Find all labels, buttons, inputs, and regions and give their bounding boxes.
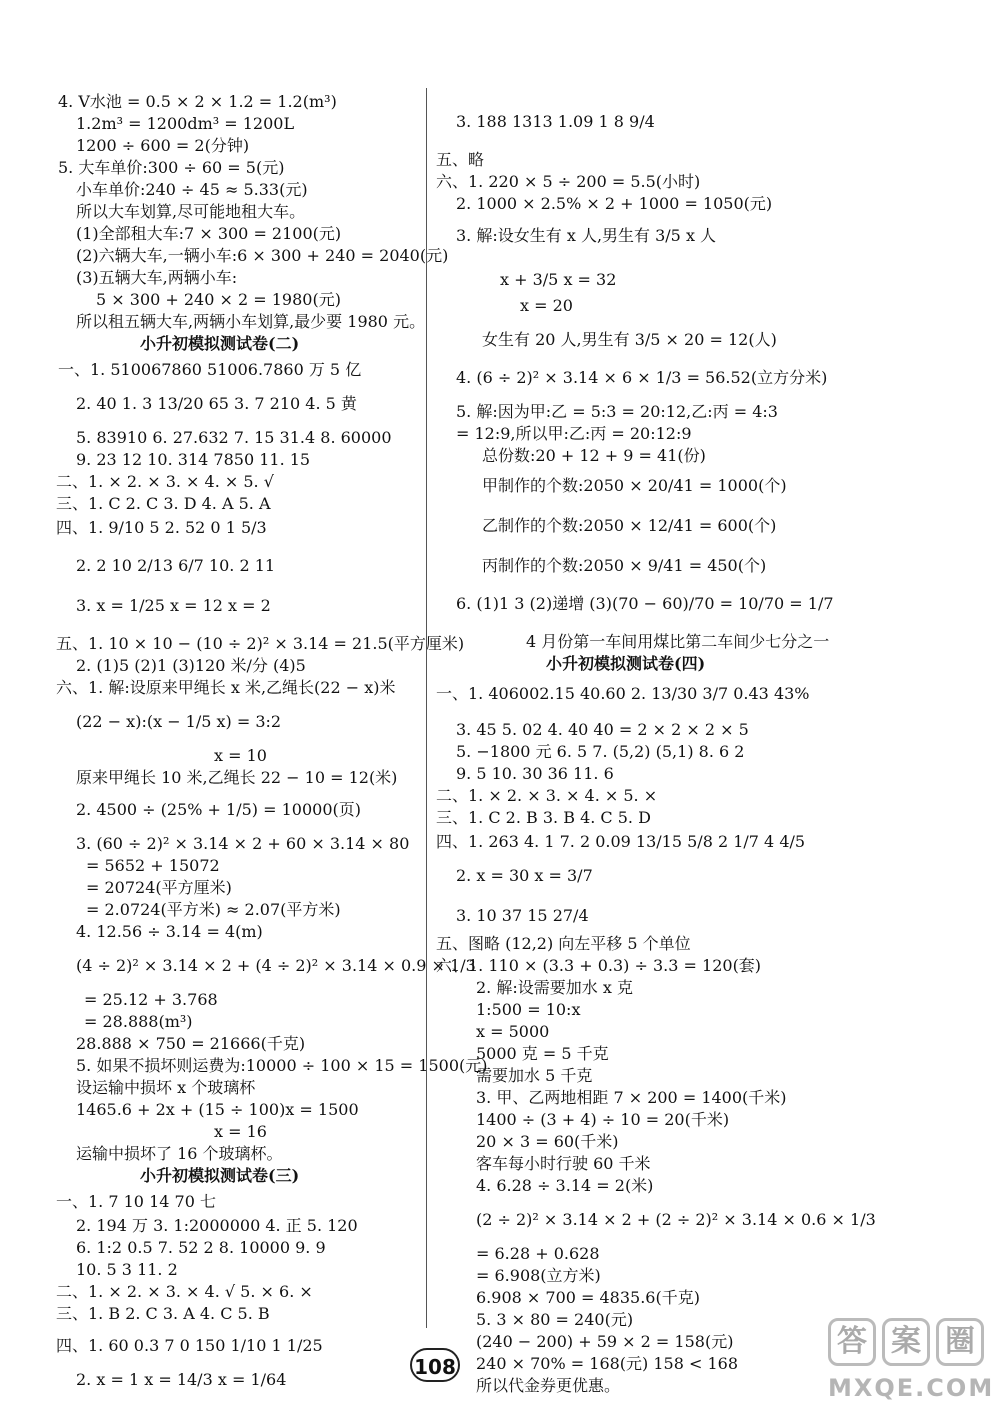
answer-line: 所以租五辆大车,两辆小车划算,最少要 1980 元。 bbox=[76, 312, 426, 331]
answer-line: 客车每小时行驶 60 千米 bbox=[476, 1154, 651, 1173]
answer-line: 四、1. 9/10 5 2. 52 0 1 5/3 bbox=[56, 518, 267, 537]
answer-line: 1200 ÷ 600 = 2(分钟) bbox=[76, 136, 250, 155]
answer-line: 四、1. 60 0.3 7 0 150 1/10 1 1/25 bbox=[56, 1336, 323, 1355]
answer-line: 六、1. 220 × 5 ÷ 200 = 5.5(小时) bbox=[436, 172, 701, 191]
answer-line: = 5652 + 15072 bbox=[86, 856, 220, 875]
answer-line: 2. 1000 × 2.5% × 2 + 1000 = 1050(元) bbox=[456, 194, 773, 213]
answer-line: 乙制作的个数:2050 × 12/41 = 600(个) bbox=[482, 516, 777, 535]
answer-line: 2. 40 1. 3 13/20 65 3. 7 210 4. 5 黄 bbox=[76, 394, 357, 413]
answer-line: = 25.12 + 3.768 bbox=[84, 990, 218, 1009]
answer-line: 6. 1:2 0.5 7. 52 2 8. 10000 9. 9 bbox=[76, 1238, 326, 1257]
answer-line: = 20724(平方厘米) bbox=[86, 878, 232, 897]
answer-line: 丙制作的个数:2050 × 9/41 = 450(个) bbox=[482, 556, 767, 575]
answer-line: 五、略 bbox=[436, 150, 485, 169]
answer-line: 4. 6.28 ÷ 3.14 = 2(米) bbox=[476, 1176, 654, 1195]
answer-line: 运输中损坏了 16 个玻璃杯。 bbox=[76, 1144, 283, 1163]
answer-line: 3. 45 5. 02 4. 40 40 = 2 × 2 × 2 × 5 bbox=[456, 720, 749, 739]
answer-line: = 2.0724(平方米) ≈ 2.07(平方米) bbox=[86, 900, 341, 919]
answer-line: 3. 解:设女生有 x 人,男生有 3/5 x 人 bbox=[456, 226, 717, 245]
answer-line: 六、1. 110 × (3.3 + 0.3) ÷ 3.3 = 120(套) bbox=[436, 956, 762, 975]
answer-line: x = 16 bbox=[214, 1122, 267, 1141]
answer-line: 9. 5 10. 30 36 11. 6 bbox=[456, 764, 614, 783]
answer-line: 4 月份第一车间用煤比第二车间少七分之一 bbox=[526, 632, 830, 651]
answer-line: 一、1. 406002.15 40.60 2. 13/30 3/7 0.43 43% bbox=[436, 684, 810, 703]
answer-line: 3. 188 1313 1.09 1 8 9/4 bbox=[456, 112, 655, 131]
answer-line: = 12:9,所以甲:乙:丙 = 20:12:9 bbox=[456, 424, 692, 443]
answer-line: 甲制作的个数:2050 × 20/41 = 1000(个) bbox=[482, 476, 787, 495]
answer-line: (2 ÷ 2)² × 3.14 × 2 + (2 ÷ 2)² × 3.14 × 0.6 × 1/3 bbox=[476, 1210, 876, 1229]
answer-line: x = 5000 bbox=[476, 1022, 550, 1041]
answer-line: 五、图略 (12,2) 向左平移 5 个单位 bbox=[436, 934, 691, 953]
answer-line: 三、1. C 2. C 3. D 4. A 5. A bbox=[56, 494, 271, 513]
answer-line: 2. 4500 ÷ (25% + 1/5) = 10000(页) bbox=[76, 800, 361, 819]
answer-line: (4 ÷ 2)² × 3.14 × 2 + (4 ÷ 2)² × 3.14 × 0.9 × 1/3 bbox=[76, 956, 476, 975]
answer-line: 1465.6 + 2x + (15 ÷ 100)x = 1500 bbox=[76, 1100, 359, 1119]
answer-line: 1400 ÷ (3 + 4) ÷ 10 = 20(千米) bbox=[476, 1110, 730, 1129]
answer-line: 5. 83910 6. 27.632 7. 15 31.4 8. 60000 bbox=[76, 428, 392, 447]
answer-line: 9. 23 12 10. 314 7850 11. 15 bbox=[76, 450, 311, 469]
answer-line: 原来甲绳长 10 米,乙绳长 22 − 10 = 12(米) bbox=[76, 768, 398, 787]
answer-line: 总份数:20 + 12 + 9 = 41(份) bbox=[482, 446, 706, 465]
answer-line: = 6.908(立方米) bbox=[476, 1266, 601, 1285]
answer-line: 1.2m³ = 1200dm³ = 1200L bbox=[76, 114, 295, 133]
answer-line: 需要加水 5 千克 bbox=[476, 1066, 593, 1085]
answer-line: (3)五辆大车,两辆小车: bbox=[76, 268, 238, 287]
answer-line: 三、1. C 2. B 3. B 4. C 5. D bbox=[436, 808, 651, 827]
answer-line: (22 − x):(x − 1/5 x) = 3:2 bbox=[76, 712, 282, 731]
column-divider bbox=[426, 88, 427, 1328]
answer-line: 小车单价:240 ÷ 45 ≈ 5.33(元) bbox=[76, 180, 308, 199]
answer-line: 五、1. 10 × 10 − (10 ÷ 2)² × 3.14 = 21.5(平方厘米) bbox=[56, 634, 465, 653]
section-heading: 小升初模拟测试卷(三) bbox=[140, 1166, 300, 1185]
watermark-char: 圈 bbox=[936, 1318, 984, 1366]
answer-line: 5. 如果不损坏则运费为:10000 ÷ 100 × 15 = 1500(元) bbox=[76, 1056, 488, 1075]
answer-line: x = 20 bbox=[520, 296, 573, 315]
answer-line: 2. (1)5 (2)1 (3)120 米/分 (4)5 bbox=[76, 656, 306, 675]
answer-line: 28.888 × 750 = 21666(千克) bbox=[76, 1034, 306, 1053]
answer-line: 3. 甲、乙两地相距 7 × 200 = 1400(千米) bbox=[476, 1088, 787, 1107]
answer-line: 所以代金券更优惠。 bbox=[476, 1376, 621, 1395]
answer-line: (1)全部租大车:7 × 300 = 2100(元) bbox=[76, 224, 342, 243]
answer-line: 2. x = 1 x = 14/3 x = 1/64 bbox=[76, 1370, 287, 1389]
answer-line: 5 × 300 + 240 × 2 = 1980(元) bbox=[96, 290, 341, 309]
answer-line: 4. (6 ÷ 2)² × 3.14 × 6 × 1/3 = 56.52(立方分米) bbox=[456, 368, 828, 387]
answer-line: 3. x = 1/25 x = 12 x = 2 bbox=[76, 596, 271, 615]
answer-line: 二、1. × 2. × 3. × 4. × 5. √ bbox=[56, 472, 274, 491]
watermark-url: MXQE.COM bbox=[828, 1374, 995, 1402]
answer-line: 6.908 × 700 = 4835.6(千克) bbox=[476, 1288, 700, 1307]
watermark-char: 案 bbox=[882, 1318, 930, 1366]
answer-line: x + 3/5 x = 32 bbox=[500, 270, 617, 289]
answer-line: 5. 3 × 80 = 240(元) bbox=[476, 1310, 634, 1329]
answer-line: = 28.888(m³) bbox=[84, 1012, 193, 1031]
answer-line: 六、1. 解:设原来甲绳长 x 米,乙绳长(22 − x)米 bbox=[56, 678, 396, 697]
answer-line: 5. 大车单价:300 ÷ 60 = 5(元) bbox=[58, 158, 285, 177]
answer-line: 2. 解:设需要加水 x 克 bbox=[476, 978, 633, 997]
answer-line: 二、1. × 2. × 3. × 4. × 5. × bbox=[436, 786, 658, 805]
answer-line: (240 − 200) + 59 × 2 = 158(元) bbox=[476, 1332, 734, 1351]
watermark-char: 答 bbox=[828, 1318, 876, 1366]
answer-line: 所以大车划算,尽可能地租大车。 bbox=[76, 202, 306, 221]
answer-line: 2. x = 30 x = 3/7 bbox=[456, 866, 593, 885]
answer-line: 10. 5 3 11. 2 bbox=[76, 1260, 178, 1279]
answer-line: 一、1. 510067860 51006.7860 万 5 亿 bbox=[58, 360, 362, 379]
answer-line: 四、1. 263 4. 1 7. 2 0.09 13/15 5/8 2 1/7 4 4/5 bbox=[436, 832, 806, 851]
answer-line: 4. 12.56 ÷ 3.14 = 4(m) bbox=[76, 922, 263, 941]
answer-line: 5. 解:因为甲:乙 = 5:3 = 20:12,乙:丙 = 4:3 bbox=[456, 402, 778, 421]
answer-line: 20 × 3 = 60(千米) bbox=[476, 1132, 619, 1151]
answer-line: x = 10 bbox=[214, 746, 267, 765]
answer-line: 3. (60 ÷ 2)² × 3.14 × 2 + 60 × 3.14 × 80 bbox=[76, 834, 410, 853]
answer-line: 女生有 20 人,男生有 3/5 × 20 = 12(人) bbox=[482, 330, 777, 349]
answer-line: 一、1. 7 10 14 70 七 bbox=[56, 1192, 216, 1211]
answer-line: 3. 10 37 15 27/4 bbox=[456, 906, 589, 925]
answer-line: 4. V水池 = 0.5 × 2 × 1.2 = 1.2(m³) bbox=[58, 92, 337, 111]
section-heading: 小升初模拟测试卷(二) bbox=[140, 334, 300, 353]
answer-line: 5000 克 = 5 千克 bbox=[476, 1044, 609, 1063]
answer-line: 三、1. B 2. C 3. A 4. C 5. B bbox=[56, 1304, 270, 1323]
answer-line: 1:500 = 10:x bbox=[476, 1000, 581, 1019]
answer-line: 设运输中损坏 x 个玻璃杯 bbox=[76, 1078, 256, 1097]
answer-line: = 6.28 + 0.628 bbox=[476, 1244, 600, 1263]
answer-line: 二、1. × 2. × 3. × 4. √ 5. × 6. × bbox=[56, 1282, 313, 1301]
answer-line: 240 × 70% = 168(元) 158 < 168 bbox=[476, 1354, 739, 1373]
answer-line: 6. (1)1 3 (2)递增 (3)(70 − 60)/70 = 10/70 = 1/7 bbox=[456, 594, 834, 613]
answer-line: 5. −1800 元 6. 5 7. (5,2) (5,1) 8. 6 2 bbox=[456, 742, 745, 761]
page-number: 108 bbox=[410, 1348, 460, 1382]
section-heading: 小升初模拟测试卷(四) bbox=[546, 654, 706, 673]
answer-line: 2. 194 万 3. 1:2000000 4. 正 5. 120 bbox=[76, 1216, 358, 1235]
answer-line: 2. 2 10 2/13 6/7 10. 2 11 bbox=[76, 556, 276, 575]
answer-line: (2)六辆大车,一辆小车:6 × 300 + 240 = 2040(元) bbox=[76, 246, 449, 265]
watermark-logo bbox=[828, 1318, 995, 1414]
